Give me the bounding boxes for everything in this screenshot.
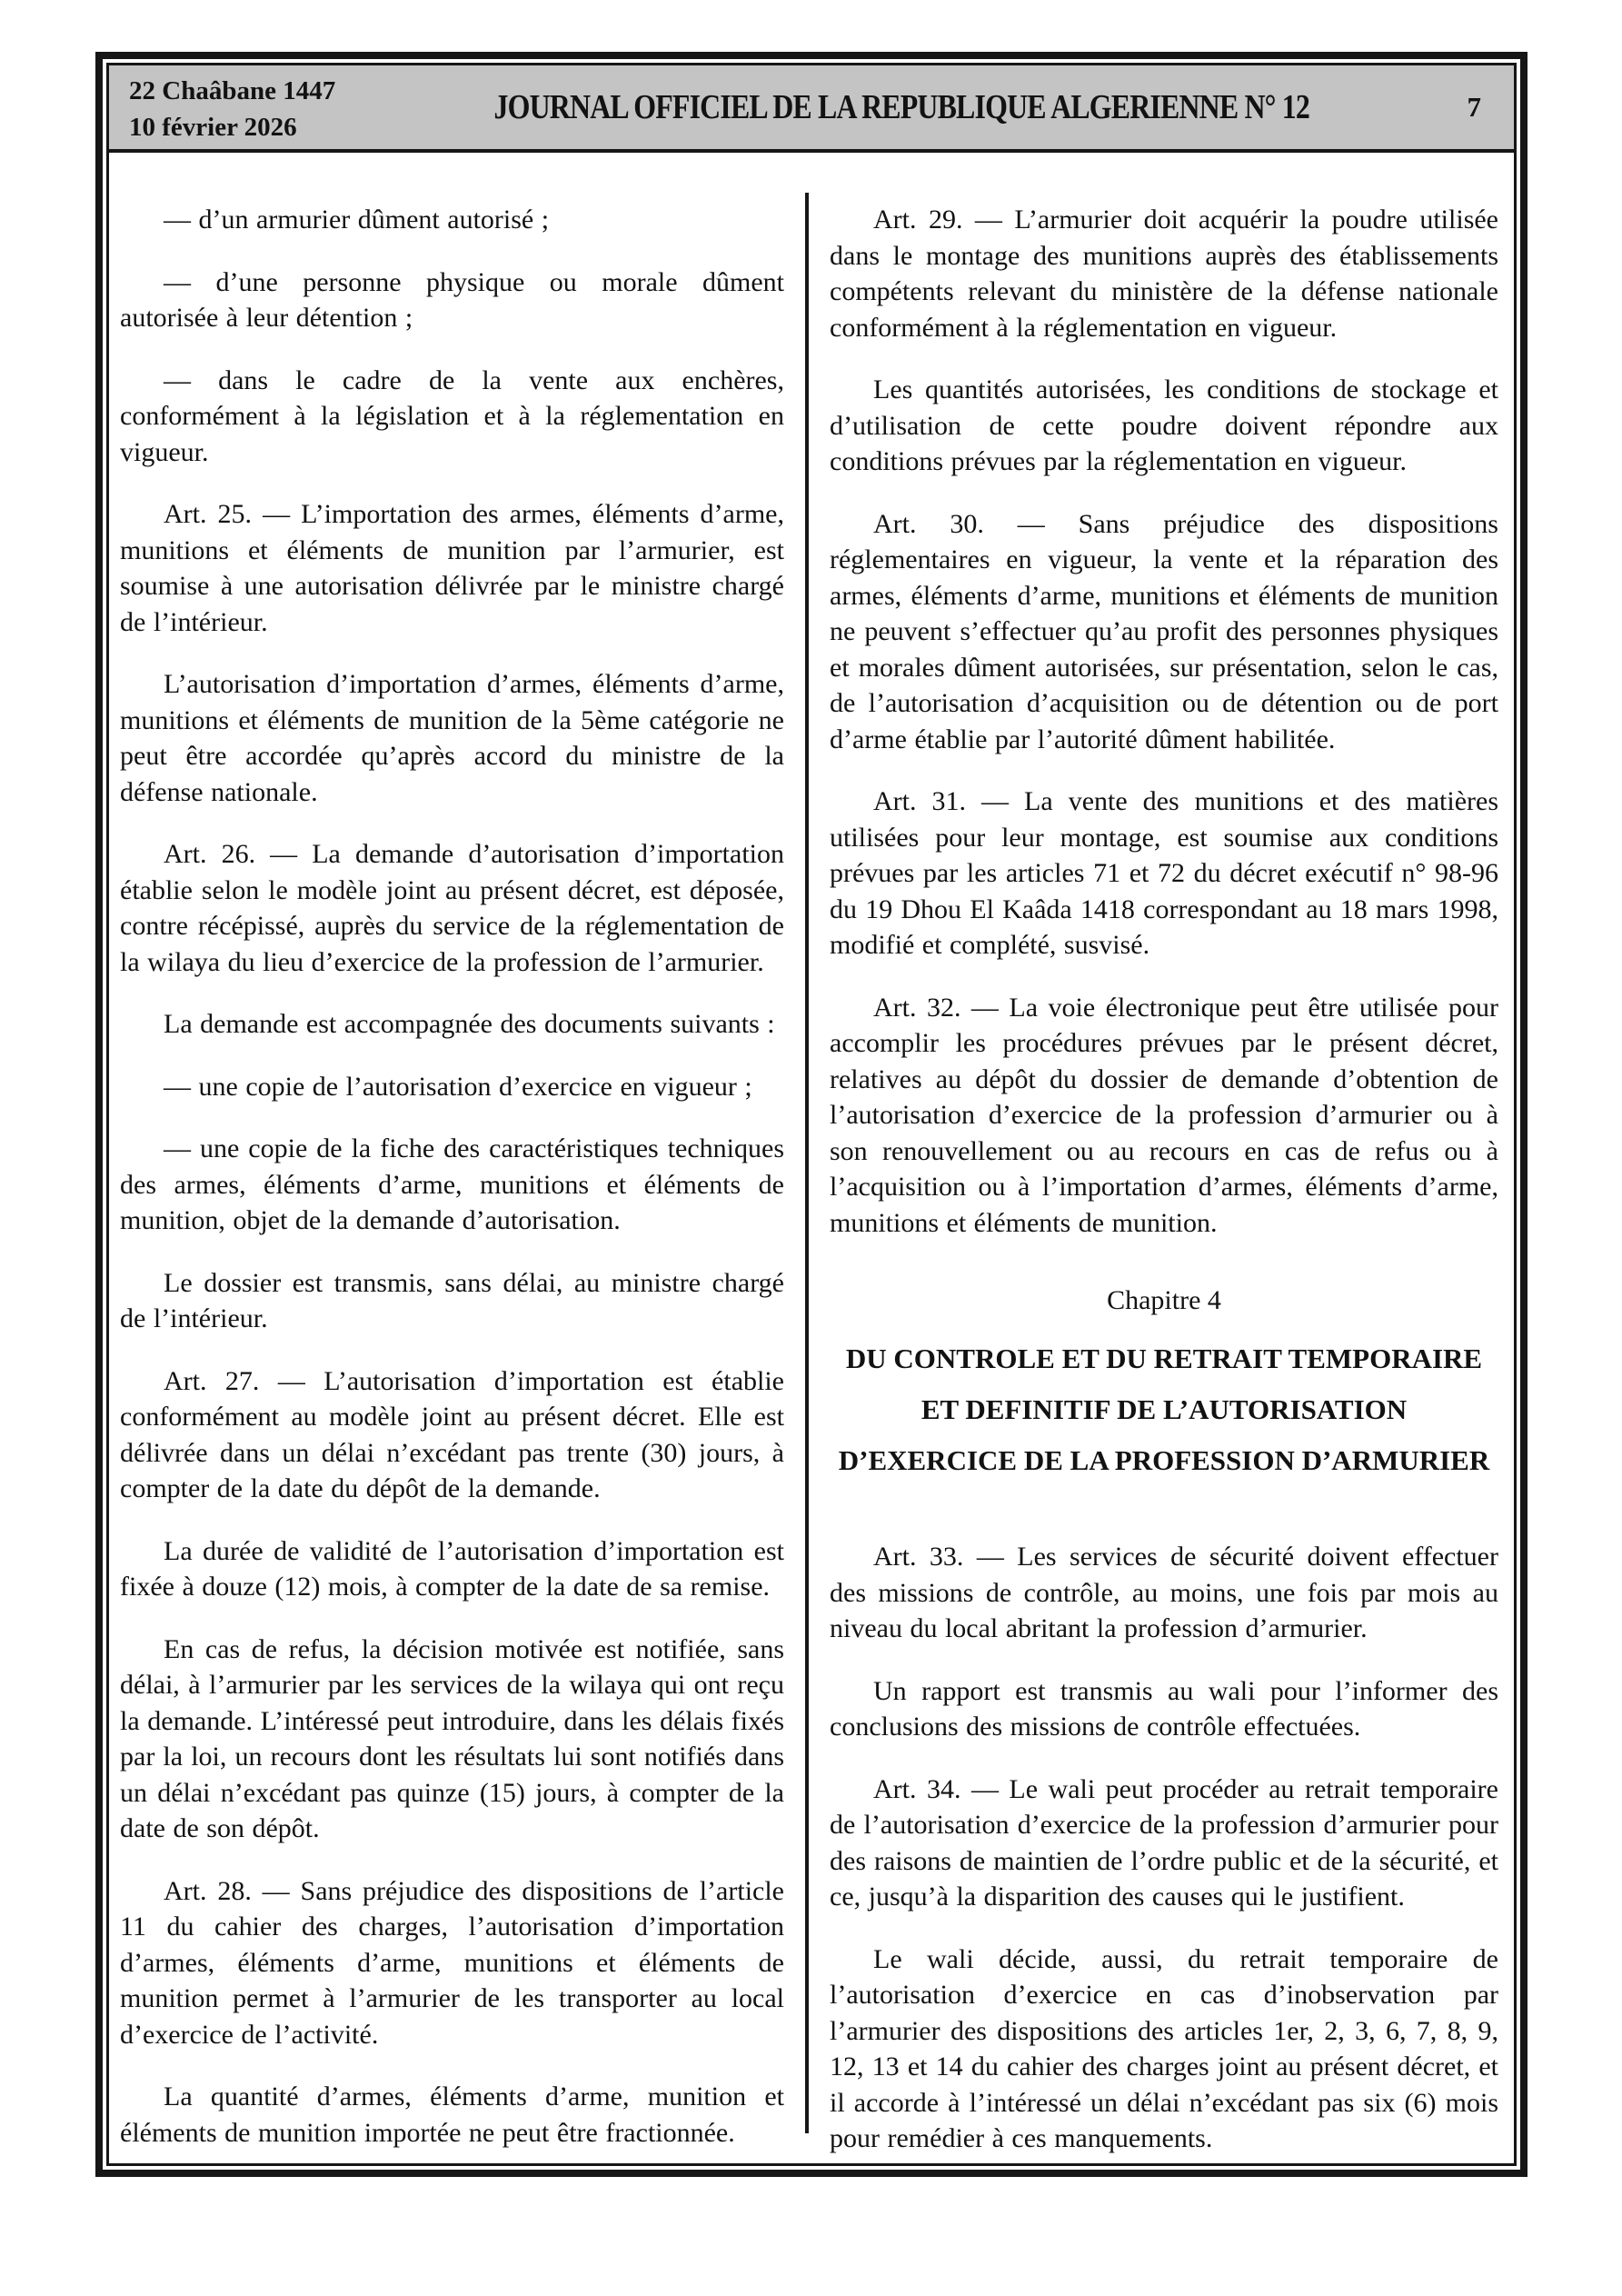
paragraph: Art. 26. — La demande d’autorisation d’importation établie selon le modèle joint au présent décret, est déposée, contre récépissé, auprès du service de la réglementation de la wilaya du lieu d’exercice de la profession de l’armurier. [120,839,784,977]
paragraph: — d’une personne physique ou morale dûment autorisée à leur détention ; [120,266,784,333]
paragraph: — une copie de la fiche des caractéristiques techniques des armes, éléments d’arme, munitions et éléments de munition, objet de la demande d’autorisation. [120,1133,784,1235]
chapter-title [830,1333,1498,1486]
chapter-title-line-1: DU CONTROLE ET DU RETRAIT TEMPORAIRE [845,1343,1483,1374]
paragraph: Art. 32. — La voie électronique peut être utilisée pour accomplir les procédures prévues par le présent décret, relatives au dépôt du dossier de demande d’obtention de l’autorisation d’exercice de la profession d’armurier ou à son renouvellement ou au recours en cas de refus ou à l’acquisition ou à l’importation d’armes, éléments d’arme, munitions et éléments de munition. [830,992,1498,1238]
masthead-dates [109,65,335,149]
paragraph: Art. 28. — Sans préjudice des dispositions de l’article 11 du cahier des charges, l’autorisation d’importation d’armes, éléments d’arme, munitions et éléments de munition permet à l’armurier de les transporter au local d’exercice de l’activité. [120,1875,784,2050]
right-column [830,202,1498,2157]
hijri-date: 22 Chaâbane 1447 [129,76,336,105]
paragraph: La quantité d’armes, éléments d’arme, munition et éléments de munition importée ne peut être fractionnée. [120,2081,784,2148]
paragraph: — dans le cadre de la vente aux enchères, conformément à la législation et à la réglementation en vigueur. [120,364,784,467]
masthead [109,65,1514,153]
paragraph: Art. 25. — L’importation des armes, éléments d’arme, munitions et éléments de munition par l’armurier, est soumise à une autorisation délivrée par le ministre chargé de l’intérieur. [120,499,784,637]
chapter-title-line-2: ET DEFINITIF DE L’AUTORISATION [920,1393,1408,1425]
paragraph: Art. 34. — Le wali peut procéder au retrait temporaire de l’autorisation d’exercice de la profession d’armurier pour des raisons de maintien de l’ordre public et de la sécurité, et ce, jusqu’à la disparition des causes qui le justifient. [830,1773,1498,1912]
paragraph: Un rapport est transmis au wali pour l’informer des conclusions des missions de contrôle effectuées. [830,1675,1498,1742]
journal-title: JOURNAL OFFICIEL DE LA REPUBLIQUE ALGERIENNE N° 12 [493,88,1309,126]
page-frame [95,52,1527,2177]
column-divider [805,193,809,2133]
paragraph: Art. 30. — Sans préjudice des dispositions réglementaires en vigueur, la vente et la réparation des armes, éléments d’arme, munitions et éléments de munition ne peuvent s’effectuer qu’au profit des personnes physiques et morales dûment autorisées, sur présentation, selon le cas, de l’autorisation d’acquisition ou de détention ou de port d’arme établie par l’autorité dûment habilitée. [830,508,1498,754]
paragraph: — une copie de l’autorisation d’exercice en vigueur ; [164,1071,752,1102]
paragraph: La durée de validité de l’autorisation d’importation est fixée à douze (12) mois, à compter de la date de sa remise. [120,1535,784,1602]
chapter-title-line-3: D’EXERCICE DE LA PROFESSION D’ARMURIER [838,1444,1490,1476]
chapter-label: Chapitre 4 [1107,1285,1221,1315]
paragraph: En cas de refus, la décision motivée est notifiée, sans délai, à l’armurier par les services de la wilaya qui ont reçu la demande. L’intéressé peut introduire, dans les délais fixés par la loi, un recours dont les résultats lui sont notifiés dans un délai n’excédant pas quinze (15) jours, à compter de la date de son dépôt. [120,1633,784,1843]
paragraph: Art. 29. — L’armurier doit acquérir la poudre utilisée dans le montage des munitions auprès des établissements compétents relevant du ministère de la défense nationale conformément à la réglementation en vigueur. [830,205,1498,343]
inner-frame [106,63,1517,2166]
page-number: 7 [1467,91,1481,123]
right-column-part-a [830,202,1498,1241]
paragraph: Le dossier est transmis, sans délai, au ministre chargé de l’intérieur. [120,1267,784,1333]
right-column-part-b [830,1539,1498,2157]
journal-title-wrap [335,65,1467,149]
gregorian-date: 10 février 2026 [129,113,297,142]
paragraph: Art. 27. — L’autorisation d’importation est établie conformément au modèle joint au présent décret. Elle est délivrée dans un délai n’excédant pas trente (30) jours, à compter de la date du dépôt de la demande. [120,1365,784,1503]
paragraph: — d’un armurier dûment autorisé ; [164,205,550,235]
paragraph: La demande est accompagnée des documents suivants : [164,1009,775,1039]
paragraph: Art. 33. — Les services de sécurité doivent effectuer des missions de contrôle, au moins, une fois par mois au niveau du local abritant la profession d’armurier. [830,1542,1498,1643]
paragraph: L’autorisation d’importation d’armes, éléments d’arme, munitions et éléments de munition de la 5ème catégorie ne peut être accordée qu’après accord du ministre de la défense nationale. [120,669,784,807]
paragraph: Les quantités autorisées, les conditions de stockage et d’utilisation de cette poudre doivent répondre aux conditions prévues par la réglementation en vigueur. [830,374,1498,476]
paragraph: Le wali décide, aussi, du retrait temporaire de l’autorisation d’exercice en cas d’inobservation par l’armurier des dispositions des articles 1er, 2, 3, 6, 7, 8, 9, 12, 13 et 14 du cahier des charges joint au présent décret, et il accorde à l’intéressé un délai n’excédant pas six (6) mois pour remédier à ces manquements. [830,1943,1498,2153]
left-column [120,202,784,2151]
paragraph: Art. 31. — La vente des munitions et des matières utilisées pour leur montage, est soumise aux conditions prévues par les articles 71 et 72 du décret exécutif n° 98-96 du 19 Dhou El Kaâda 1418 correspondant au 18 mars 1998, modifié et complété, susvisé. [830,786,1498,960]
